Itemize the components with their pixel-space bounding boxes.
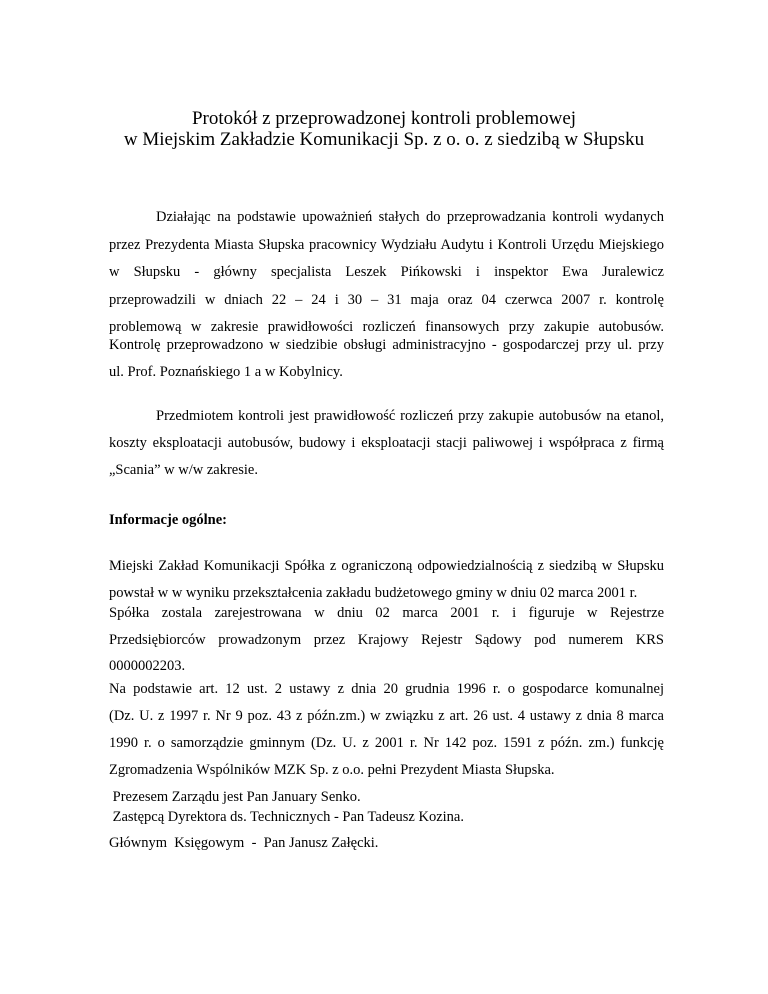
paragraph-1-line-4: przeprowadzili w dniach 22 – 24 i 30 – 31 maja oraz 04 czerwca 2007 r. kontrolę	[109, 292, 664, 308]
paragraph-1-line-1: Działając na podstawie upoważnień stałych do przeprowadzania kontroli wydanych	[156, 209, 664, 225]
section-heading: Informacje ogólne:	[109, 512, 227, 528]
paragraph-4-line-4: Zgromadzenia Wspólników MZK Sp. z o.o. pełni Prezydent Miasta Słupska.	[109, 762, 555, 778]
paragraph-3-line-5: 0000002203.	[109, 658, 186, 674]
paragraph-2-line-2: koszty eksploatacji autobusów, budowy i eksploatacji stacji paliwowej i współpraca z firmą	[109, 435, 664, 451]
paragraph-3-line-1: Miejski Zakład Komunikacji Spółka z ograniczoną odpowiedzialnością z siedzibą w Słupsku	[109, 558, 664, 574]
paragraph-4-line-1: Na podstawie art. 12 ust. 2 ustawy z dnia 20 grudnia 1996 r. o gospodarce komunalnej	[109, 681, 664, 697]
paragraph-4-line-3: 1990 r. o samorządzie gminnym (Dz. U. z 2001 r. Nr 142 poz. 1591 z późn. zm.) funkcję	[109, 735, 664, 751]
paragraph-3-line-2: powstał w w wyniku przekształcenia zakładu budżetowego gminy w dniu 02 marca 2001 r.	[109, 585, 638, 601]
paragraph-4-line-5: Prezesem Zarządu jest Pan January Senko.	[109, 789, 361, 805]
document-title	[0, 108, 768, 150]
paragraph-1-line-6: Kontrolę przeprowadzono w siedzibie obsługi administracyjno - gospodarczej przy ul. przy	[109, 337, 664, 353]
paragraph-3-line-3: Spółka zostala zarejestrowana w dniu 02 marca 2001 r. i figuruje w Rejestrze	[109, 605, 664, 621]
paragraph-1-line-5: problemową w zakresie prawidłowości rozliczeń finansowych przy zakupie autobusów.	[109, 319, 664, 335]
paragraph-4-line-2: (Dz. U. z 1997 r. Nr 9 poz. 43 z późn.zm.) w związku z art. 26 ust. 4 ustawy z dnia 8 marca	[109, 708, 664, 724]
title-line-2: w Miejskim Zakładzie Komunikacji Sp. z o. o. z siedzibą w Słupsku	[123, 129, 645, 150]
paragraph-1-line-2: przez Prezydenta Miasta Słupska pracownicy Wydziału Audytu i Kontroli Urzędu Miejskiego	[109, 237, 664, 253]
paragraph-2-line-3: „Scania” w w/w zakresie.	[109, 462, 258, 478]
title-line-1: Protokół z przeprowadzonej kontroli problemowej	[191, 108, 577, 129]
paragraph-4-line-7: Głównym Księgowym - Pan Janusz Załęcki.	[109, 835, 379, 851]
paragraph-4-line-6: Zastępcą Dyrektora ds. Technicznych - Pan Tadeusz Kozina.	[109, 809, 464, 825]
paragraph-1-line-7: ul. Prof. Poznańskiego 1 a w Kobylnicy.	[109, 364, 343, 380]
paragraph-1-line-3: w Słupsku - główny specjalista Leszek Pińkowski i inspektor Ewa Juralewicz	[109, 264, 664, 280]
paragraph-3-line-4: Przedsiębiorców prowadzonym przez Krajowy Rejestr Sądowy pod numerem KRS	[109, 632, 664, 648]
paragraph-2-line-1: Przedmiotem kontroli jest prawidłowość rozliczeń przy zakupie autobusów na etanol,	[156, 408, 664, 424]
